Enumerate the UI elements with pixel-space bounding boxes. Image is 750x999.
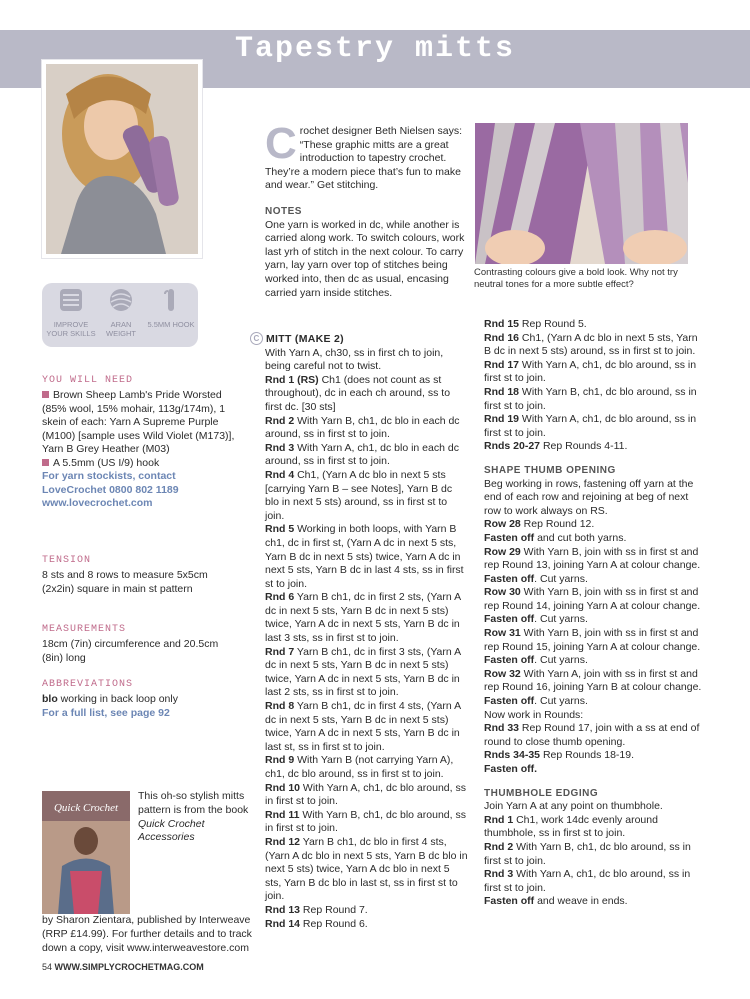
pattern-row: Row 31 With Yarn B, join with ss in first st and rep Round 15, joining Yarn A at colour change. Fasten off. Cut yarns. <box>484 627 701 667</box>
now-rounds-line: Now work in Rounds: <box>484 708 584 721</box>
fasten-off-line: Fasten off. <box>484 763 538 775</box>
pattern-row: Rnd 33 Rep Round 17, join with a ss at end of round to close thumb opening. <box>484 722 700 748</box>
aran-weight-item: ARAN WEIGHT <box>96 287 146 338</box>
pattern-row: Row 29 With Yarn B, join with ss in first st and rep Round 13, joining Yarn A at colour change. Fasten off. Cut yarns. <box>484 545 701 585</box>
page-footer <box>42 962 204 972</box>
pattern-row: Rnd 13 Rep Round 7. <box>265 903 368 916</box>
fasten-off-line: Fasten off and cut both yarns. <box>484 531 627 544</box>
lovecrochet-link[interactable]: www.lovecrochet.com <box>42 497 153 509</box>
mitt-intro: With Yarn A, ch30, ss in first ch to join, being careful not to twist. <box>265 346 444 373</box>
notes-text: One yarn is worked in dc, while another is carried along work. To switch colours, work last yrh of stitch in the next colour. To carry yarn, lay yarn over top of stitches being worked into, then dc as usual, encasing carried yarn inside stitches. <box>265 218 465 299</box>
mitt-body <box>250 347 468 932</box>
mitt-heading: C MITT (MAKE 2) <box>250 332 468 347</box>
book-promo-tail: by Sharon Zientara, published by Interweave (RRP £14.99). For further details and to track down a copy, visit www.interweavestore.com <box>42 914 252 954</box>
pattern-row: Rnd 3 With Yarn A, ch1, dc blo in each dc around, ss in first st to join. <box>265 441 459 468</box>
pattern-row: Rnd 6 Yarn B ch1, dc in first 2 sts, (Yarn A dc in next 5 sts, Yarn B dc in next 5 sts) twice, Yarn A dc in next 5 sts, Yarn B dc in last 3 sts, ss in first st to join. <box>265 591 461 645</box>
edging-intro: Join Yarn A at any point on thumbhole. <box>484 800 663 813</box>
bullet-icon <box>42 391 49 398</box>
tension-heading: TENSION <box>42 555 92 566</box>
pattern-row: Rnds 34-35 Rep Rounds 18-19. <box>484 749 635 762</box>
pattern-row: Rnd 8 Yarn B ch1, dc in first 4 sts, (Yarn A dc in next 5 sts, Yarn B dc in next 5 sts) twice, Yarn A dc in next 5 sts, Yarn B dc in last st, ss in first st to join. <box>265 700 461 753</box>
hook-size-item: 5.5MM HOOK <box>146 287 196 329</box>
intro-paragraph: Crochet designer Beth Nielsen says: “These graphic mitts are a great introduction to tapestry crochet. They’re a modern piece that’s fun to make and wear.” Get stitching. <box>265 119 463 192</box>
footer-url[interactable]: WWW.SIMPLYCROCHETMAG.COM <box>54 962 204 972</box>
pattern-row: Rnd 10 With Yarn A, ch1, dc blo around, ss in first st to join. <box>265 781 466 808</box>
pattern-row: Rnd 16 Ch1, (Yarn A dc blo in next 5 sts, Yarn B dc in next 5 sts) around, ss in first st to join. <box>484 331 698 358</box>
pattern-row: Rnd 2 With Yarn B, ch1, dc blo in each dc around, ss in first st to join. <box>265 414 460 441</box>
pattern-row: Rnd 7 Yarn B ch1, dc in first 3 sts, (Yarn A dc in next 5 sts, Yarn B dc in next 5 sts) twice, Yarn A dc in next 5 sts, Yarn B dc in last 2 sts, ss in first st to join. <box>265 645 461 699</box>
hook-item: A 5.5mm (US I/9) hook <box>42 457 242 471</box>
column-thumb <box>484 318 706 909</box>
abbreviations-heading: ABBREVIATIONS <box>42 679 134 690</box>
you-will-need-heading: YOU WILL NEED <box>42 375 134 386</box>
column-intro <box>265 119 465 300</box>
pattern-row: Rnd 19 With Yarn A, ch1, dc blo around, ss in first st to join. <box>484 413 697 439</box>
full-list-link[interactable]: For a full list, see page 92 <box>42 706 170 719</box>
improve-your-skills-icon <box>58 287 84 313</box>
you-will-need-list <box>42 389 242 511</box>
model-photo <box>42 60 202 258</box>
book-promo-text: This oh-so stylish mitts pattern is from the book Quick Crochet Accessories <box>138 790 249 844</box>
pattern-row: Rnd 1 (RS) Ch1 (does not count as st throughout), dc in each ch around, ss to first dc. [30 sts] <box>265 373 451 413</box>
pattern-row: Rnds 20-27 Rep Rounds 4-11. <box>484 440 628 453</box>
edging-heading: THUMBHOLE EDGING <box>484 787 599 799</box>
yarn-item: Brown Sheep Lamb's Pride Worsted (85% wool, 15% mohair, 113g/174m), 1 skein of each: Yarn A Supreme Purple (M100) [sample uses Wild Violet (M173)], Yarn B Grey Heather (M03) <box>42 389 235 455</box>
page-title: Tapestry mitts <box>234 32 516 66</box>
aran-weight-icon <box>108 287 134 313</box>
notes-heading: NOTES <box>265 205 302 217</box>
book-cover <box>42 791 130 914</box>
mitts-closeup-photo <box>475 123 688 264</box>
pattern-row: Rnd 14 Rep Round 6. <box>265 917 368 930</box>
pattern-row: Row 28 Rep Round 12. <box>484 518 595 531</box>
dropcap: C <box>265 119 297 168</box>
pattern-row: Rnd 4 Ch1, (Yarn A dc blo in next 5 sts [carrying Yarn B – see Notes], Yarn B dc blo in next 5 sts) around, ss in first st to join. <box>265 468 453 522</box>
c-badge-icon: C <box>250 332 263 345</box>
measurements-heading: MEASUREMENTS <box>42 624 127 635</box>
stockists-text: For yarn stockists, contact LoveCrochet 0800 802 1189 www.lovecrochet.com <box>42 470 179 509</box>
thumb-heading: SHAPE THUMB OPENING <box>484 464 616 476</box>
hook-icon <box>158 287 184 313</box>
pattern-row: Row 30 With Yarn B, join with ss in first st and rep Round 14, joining Yarn A at colour change. Fasten off. Cut yarns. <box>484 586 701 626</box>
pattern-row: Rnd 11 With Yarn B, ch1, dc blo around, ss in first st to join. <box>265 808 466 835</box>
bullet-icon <box>42 459 49 466</box>
page-number: 54 <box>42 962 53 972</box>
pattern-row: Rnd 18 With Yarn B, ch1, dc blo around, ss in first st to join. <box>484 385 697 412</box>
pattern-row: Rnd 3 With Yarn A, ch1, dc blo around, ss in first st to join. <box>484 868 691 894</box>
measurements-text: 18cm (7in) circumference and 20.5cm (8in) long <box>42 638 219 664</box>
pattern-row: Rnd 5 Working in both loops, with Yarn B ch1, dc in first st, (Yarn A dc in next 5 sts, Yarn B dc in next 5 sts) twice, Yarn A dc in next 5 sts, Yarn B dc in last 4 sts, ss in first st to join. <box>265 523 464 590</box>
thumb-intro: Beg working in rows, fastening off yarn at the end of each row and rejoining at beg of next row to work always on RS. <box>484 477 694 517</box>
pattern-row: Rnd 12 Yarn B ch1, dc blo in first 4 sts, (Yarn A dc blo in next 5 sts, Yarn B dc blo in next 5 sts) twice, Yarn A dc blo in next 5 sts, Yarn B dc blo in last st, ss in first st to join. <box>265 835 468 903</box>
pattern-row: Rnd 15 Rep Round 5. <box>484 318 587 330</box>
book-cover-title: Quick Crochet <box>53 802 119 814</box>
final-line: Fasten off and weave in ends. <box>484 895 628 908</box>
column-mitt <box>250 332 468 931</box>
tension-text: 8 sts and 8 rows to measure 5x5cm (2x2in) square in main st pattern <box>42 569 208 595</box>
pattern-row: Row 32 With Yarn A, join with ss in first st and rep Round 16, joining Yarn B at colour change. Fasten off. Cut yarns. <box>484 667 702 708</box>
mitt-rows <box>265 374 468 931</box>
pattern-row: Rnd 17 With Yarn A, ch1, dc blo around, ss in first st to join. <box>484 358 697 385</box>
pattern-row: Rnd 1 Ch1, work 14dc evenly around thumbhole, ss in first st to join. <box>484 813 658 840</box>
pattern-row: Rnd 2 With Yarn B, ch1, dc blo around, ss in first st to join. <box>484 840 691 867</box>
skill-icons-panel <box>42 283 198 347</box>
pattern-row: Rnd 9 With Yarn B (not carrying Yarn A), ch1, dc blo around, ss in first st to join. <box>265 754 454 780</box>
abbreviations-text: blo working in back loop only For a full list, see page 92 <box>42 693 178 719</box>
improve-skills-item: IMPROVE YOUR SKILLS <box>46 287 96 338</box>
photo-caption: Contrasting colours give a bold look. Why not try neutral tones for a more subtle effect? <box>474 267 678 290</box>
